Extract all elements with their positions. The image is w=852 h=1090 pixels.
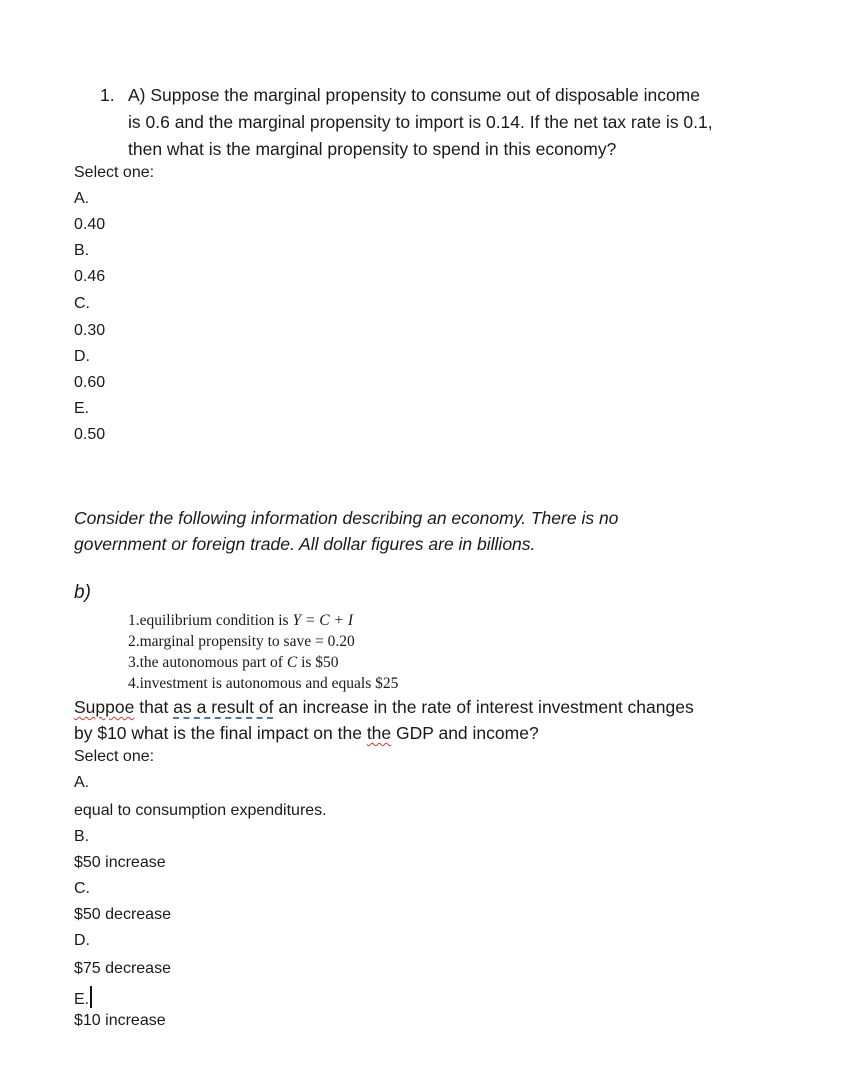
option-value[interactable]: 0.50 bbox=[74, 426, 106, 443]
option-letter[interactable]: E. bbox=[74, 991, 90, 1008]
option-value[interactable]: $50 increase bbox=[74, 854, 166, 871]
condition-item: 4.investment is autonomous and equals $25 bbox=[128, 675, 399, 692]
option-value[interactable]: $75 decrease bbox=[74, 960, 171, 977]
question-line: by $10 what is the final impact on the the GDP and income? bbox=[74, 723, 539, 743]
option-value[interactable]: 0.30 bbox=[74, 322, 106, 339]
condition-item: 3.the autonomous part of C is $50 bbox=[128, 654, 339, 671]
option-letter-with-caret[interactable] bbox=[74, 986, 92, 1009]
variable-c: C bbox=[286, 654, 298, 671]
option-letter[interactable]: C. bbox=[74, 295, 90, 312]
question-b-text bbox=[74, 694, 694, 746]
intro-line: government or foreign trade. All dollar figures are in billions. bbox=[74, 534, 536, 554]
grammar-suggestion[interactable]: as a result of bbox=[173, 697, 274, 717]
select-one-label: Select one: bbox=[74, 748, 155, 765]
option-letter[interactable]: A. bbox=[74, 774, 90, 791]
spelling-error-word[interactable]: Suppoe bbox=[74, 697, 135, 717]
question-1-line: then what is the marginal propensity to spend in this economy? bbox=[128, 139, 617, 159]
intro-paragraph bbox=[74, 505, 618, 557]
option-value[interactable]: equal to consumption expenditures. bbox=[74, 802, 327, 819]
question-number: 1. bbox=[100, 85, 115, 105]
conditions-list bbox=[128, 610, 398, 694]
option-value[interactable]: 0.60 bbox=[74, 374, 106, 391]
text-cursor bbox=[90, 986, 92, 1008]
question-b-heading: b) bbox=[74, 582, 91, 603]
option-value[interactable]: 0.46 bbox=[74, 268, 106, 285]
equation-formula: Y = C + I bbox=[292, 612, 354, 629]
select-one-label: Select one: bbox=[74, 164, 155, 181]
condition-item: 2.marginal propensity to save = 0.20 bbox=[128, 633, 355, 650]
question-1-text bbox=[128, 82, 713, 163]
option-letter[interactable]: A. bbox=[74, 190, 90, 207]
question-1-line: A) Suppose the marginal propensity to consume out of disposable income bbox=[128, 85, 700, 105]
spelling-error-word[interactable]: the bbox=[366, 723, 392, 743]
option-value[interactable]: 0.40 bbox=[74, 216, 106, 233]
option-letter[interactable]: D. bbox=[74, 348, 90, 365]
option-letter[interactable]: E. bbox=[74, 400, 90, 417]
condition-item: 1.equilibrium condition is Y = C + I bbox=[128, 612, 354, 629]
option-value[interactable]: $10 increase bbox=[74, 1012, 166, 1029]
question-1-line: is 0.6 and the marginal propensity to import is 0.14. If the net tax rate is 0.1, bbox=[128, 112, 713, 132]
question-line: Suppoe that as a result of an increase in the rate of interest investment changes bbox=[74, 697, 694, 717]
option-letter[interactable]: D. bbox=[74, 932, 90, 949]
option-letter[interactable]: C. bbox=[74, 880, 90, 897]
intro-line: Consider the following information describing an economy. There is no bbox=[74, 508, 619, 528]
option-value[interactable]: $50 decrease bbox=[74, 906, 171, 923]
option-letter[interactable]: B. bbox=[74, 828, 90, 845]
option-letter[interactable]: B. bbox=[74, 242, 90, 259]
